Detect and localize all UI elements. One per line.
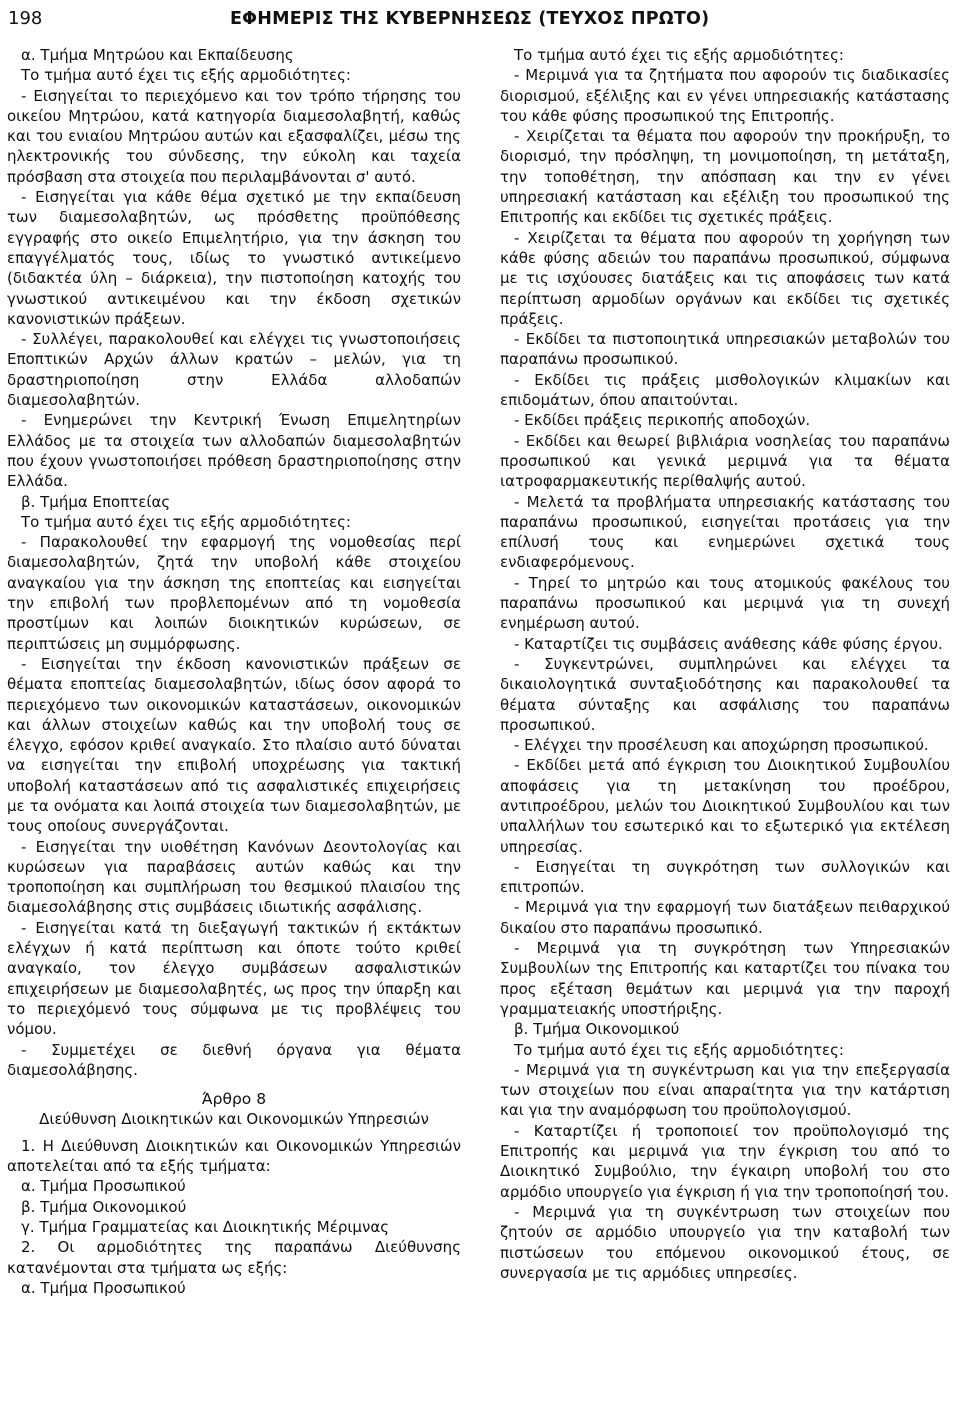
paragraph: Το τμήμα αυτό έχει τις εξής αρμοδιότητες: <box>514 46 844 64</box>
paragraph: - Μεριμνά για τη συγκέντρωση και για την επεξεργασία των στοιχείων που είναι απαραίτητα για την κατάρτιση και για την αναμόρφωση του προϋπολογισμού. <box>500 1060 950 1120</box>
paragraph: - Εισηγείται την υιοθέτηση Κανόνων Δεοντολογίας και κυρώσεων για παραβάσεις αυτών καθώς και την τροποποίηση και συμπλήρωση του θεσμικού πλαισίου της διαμεσολάβησης στις συμβάσεις ιδιωτικής ασφάλισης. <box>7 837 461 917</box>
paragraph: - Συγκεντρώνει, συμπληρώνει και ελέγχει τα δικαιολογητικά συνταξιοδότησης και παρακολουθεί τα θέματα σύνταξης και ασφάλισης του παραπάνω προσωπικού. <box>500 654 950 734</box>
list-item: γ. Τμήμα Γραμματείας και Διοικητικής Μέριμνας <box>21 1217 390 1236</box>
paragraph: Το τμήμα αυτό έχει τις εξής αρμοδιότητες: <box>21 66 351 85</box>
paragraph: - Μεριμνά για τη συγκρότηση των Υπηρεσιακών Συμβουλίων της Επιτροπής και καταρτίζει του πίνακα του προς εξέταση θεμάτων και μεριμνά για την παροχή γραμματειακής υποστήριξης. <box>500 939 950 1018</box>
paragraph: 1. Η Διεύθυνση Διοικητικών και Οικονομικών Υπηρεσιών αποτελείται από τα εξής τμήματα: <box>7 1136 461 1176</box>
paragraph: - Ελέγχει την προσέλευση και αποχώρηση προσωπικού. <box>514 736 929 755</box>
paragraph: - Εισηγείται κατά τη διεξαγωγή τακτικών ή εκτάκτων ελέγχων ή κατά περίπτωση και όποτε τούτο κριθεί αναγκαίο, τον έλεγχο συμβάσεων ασφαλιστικών επιχειρήσεων με διαμεσολαβητές, ως προς την ύπαρξη και το περιεχόμενό τους σύμφωνα με τις προβλέψεις του νόμου. <box>7 918 461 1039</box>
paragraph: - Χειρίζεται τα θέματα που αφορούν την προκήρυξη, το διορισμό, την πρόσληψη, τη μονιμοποίηση, τη μετάταξη, την τοποθέτηση, την απόσπαση και την εν γένει υπηρεσιακή κατάσταση και εξέλιξη του προσωπικού της Επιτροπής και εκδίδει τις σχετικές πράξεις. <box>500 127 950 227</box>
paragraph: - Εκδίδει και θεωρεί βιβλιάρια νοσηλείας του παραπάνω προσωπικού και γενικά μεριμνά για τα θέματα ιατροφαρμακευτικής περίθαλψής αυτού. <box>500 431 950 491</box>
list-item: β. Τμήμα Οικονομικού <box>21 1197 187 1216</box>
section-heading: α. Τμήμα Μητρώου και Εκπαίδευσης <box>21 46 294 64</box>
paragraph: - Μεριμνά για την εφαρμογή των διατάξεων πειθαρχικού δικαίου στο παραπάνω προσωπικό. <box>500 898 950 937</box>
paragraph: - Μελετά τα προβλήματα υπηρεσιακής κατάστασης του παραπάνω προσωπικού, εισηγείται προτάσεις για την επίλυσή τους και ενημερώνει σχετικά τους ενδιαφερόμενους. <box>500 492 950 572</box>
paragraph: - Παρακολουθεί την εφαρμογή της νομοθεσίας περί διαμεσολαβητών, ζητά την υποβολή κάθε στοιχείου αναγκαίου για την άσκηση της εποπτείας και εισηγείται την επιβολή των προβλεπομένων από τη νομοθεσία προστίμων και λοιπών διοικητικών κυρώσεων, σε περιπτώσεις μη συμμόρφωσης. <box>7 533 461 653</box>
paragraph: - Εισηγείται την έκδοση κανονιστικών πράξεων σε θέματα εποπτείας διαμεσολαβητών, ιδίως όσον αφορά το περιεχόμενο των οικονομικών καταστάσεων, οικονομικών και άλλων στοιχείων καθώς και την υποβολή τους σε έλεγχο, εφόσον κριθεί αναγκαίο. Στο πλαίσιο αυτό δύναται να εισηγείται την επιβολή υποχρέωσης για τακτική υποβολή καταστάσεων από τις ασφαλιστικές επιχειρήσεις με τα ονόματα και λοιπά στοιχεία των διαμεσολαβητών, με τους οποίους συνεργάζονται. <box>7 654 461 836</box>
paragraph: - Μεριμνά για τα ζητήματα που αφορούν τις διαδικασίες διορισμού, εξέλιξης και εν γένει υπηρεσιακής κατάστασης του κάθε φύσης προσωπικού της Επιτροπής. <box>500 66 950 125</box>
section-heading: β. Τμήμα Εποπτείας <box>21 492 171 511</box>
paragraph: - Εισηγείται για κάθε θέμα σχετικό με την εκπαίδευση των διαμεσολαβητών, ως πρόσθετης προϋπόθεσης εγγραφής στο οικείο Επιμελητήριο, για την άσκηση του επαγγέλματός τους, ιδίως το γνωστικό αντικείμενο (διδακτέα ύλη – διάρκεια), την πιστοποίηση κατοχής του γνωστικού αντικειμένου και την έκδοση σχετικών κανονιστικών πράξεων. <box>7 188 461 328</box>
paragraph: Το τμήμα αυτό έχει τις εξής αρμοδιότητες: <box>514 1040 844 1059</box>
left-column <box>7 45 461 1298</box>
article-heading: Άρθρο 8 <box>201 1090 267 1109</box>
paragraph: - Εκδίδει τα πιστοποιητικά υπηρεσιακών μεταβολών του παραπάνω προσωπικού. <box>500 330 950 369</box>
paragraph: - Εισηγείται τη συγκρότηση των συλλογικών και επιτροπών. <box>500 857 950 897</box>
article-title: Διεύθυνση Διοικητικών και Οικονομικών Υπηρεσιών <box>39 1110 429 1129</box>
paragraph: - Εισηγείται το περιεχόμενο και τον τρόπο τήρησης του οικείου Μητρώου, κατά κατηγορία διαμεσολαβητή, καθώς και του ενιαίου Μητρώου αυτών και εξασφαλίζει, μέσω της ηλεκτρονικής του σύνδεσης, την εύκολη και ταχεία πρόσβαση στα στοιχεία που περιλαμβάνονται σ' αυτό. <box>7 86 461 186</box>
gazette-title: ΕΦΗΜΕΡΙΣ ΤΗΣ ΚΥΒΕΡΝΗΣΕΩΣ (ΤΕΥΧΟΣ ΠΡΩΤΟ) <box>230 9 710 29</box>
paragraph: - Ενημερώνει την Κεντρική Ένωση Επιμελητηρίων Ελλάδος με τα στοιχεία των αλλοδαπών διαμεσολαβητών που έχουν γνωστοποιήσει πρόθεση δραστηριοποίησης στην Ελλάδα. <box>7 411 461 491</box>
page-number: 198 <box>8 8 43 29</box>
section-heading: β. Τμήμα Οικονομικού <box>514 1020 680 1039</box>
section-heading: α. Τμήμα Προσωπικού <box>21 1278 186 1297</box>
paragraph: - Μεριμνά για τη συγκέντρωση των στοιχείων που ζητούν σε αρμόδιο υπουργείο για την καταβολή των πιστώσεων του επόμενου οικονομικού έτους, σε συνεργασία με τις αρμόδιες υπηρεσίες. <box>500 1202 950 1282</box>
paragraph: 2. Οι αρμοδιότητες της παραπάνω Διεύθυνσης κατανέμονται στα τμήματα ως εξής: <box>7 1238 461 1277</box>
paragraph: - Συλλέγει, παρακολουθεί και ελέγχει τις γνωστοποιήσεις Εποπτικών Αρχών άλλων κρατών – μελών, για τη δραστηριοποίηση στην Ελλάδα αλλοδαπών διαμεσολαβητών. <box>7 330 461 410</box>
list-item: α. Τμήμα Προσωπικού <box>21 1177 186 1196</box>
paragraph: - Χειρίζεται τα θέματα που αφορούν τη χορήγηση των κάθε φύσης αδειών του παραπάνω προσωπικού, σύμφωνα με τις ισχύουσες διατάξεις και τις αποφάσεις των κατά περίπτωση αρμοδίων οργάνων και εκδίδει τις σχετικές πράξεις. <box>500 228 950 328</box>
right-column <box>500 45 950 1283</box>
paragraph: Το τμήμα αυτό έχει τις εξής αρμοδιότητες: <box>21 512 351 531</box>
paragraph: - Τηρεί το μητρώο και τους ατομικούς φακέλους του παραπάνω προσωπικού και μεριμνά για τη συνεχή ενημέρωση αυτού. <box>500 573 950 633</box>
paragraph: - Εκδίδει μετά από έγκριση του Διοικητικού Συμβουλίου αποφάσεις για τη μετακίνηση του προέδρου, αντιπροέδρου, μελών του Διοικητικού Συμβουλίου και των υπαλλήλων του εσωτερικό και το εξωτερικό για εκτέλεση υπηρεσίας. <box>500 756 950 856</box>
page-header <box>8 4 952 34</box>
paragraph: - Εκδίδει πράξεις περικοπής αποδοχών. <box>514 411 811 430</box>
paragraph: - Συμμετέχει σε διεθνή όργανα για θέματα διαμεσολάβησης. <box>7 1040 461 1079</box>
paragraph: - Καταρτίζει τις συμβάσεις ανάθεσης κάθε φύσης έργου. <box>514 634 943 653</box>
paragraph: - Καταρτίζει ή τροποποιεί τον προϋπολογισμό της Επιτροπής και μεριμνά για την έγκριση του από το Διοικητικό Συμβούλιο, την έγκαιρη υποβολή του στο αρμόδιο υπουργείο για έγκριση ή για την τροποποίησή του. <box>500 1121 950 1201</box>
paragraph: - Εκδίδει τις πράξεις μισθολογικών κλιμακίων και επιδομάτων, όπου απαιτούνται. <box>500 370 950 410</box>
